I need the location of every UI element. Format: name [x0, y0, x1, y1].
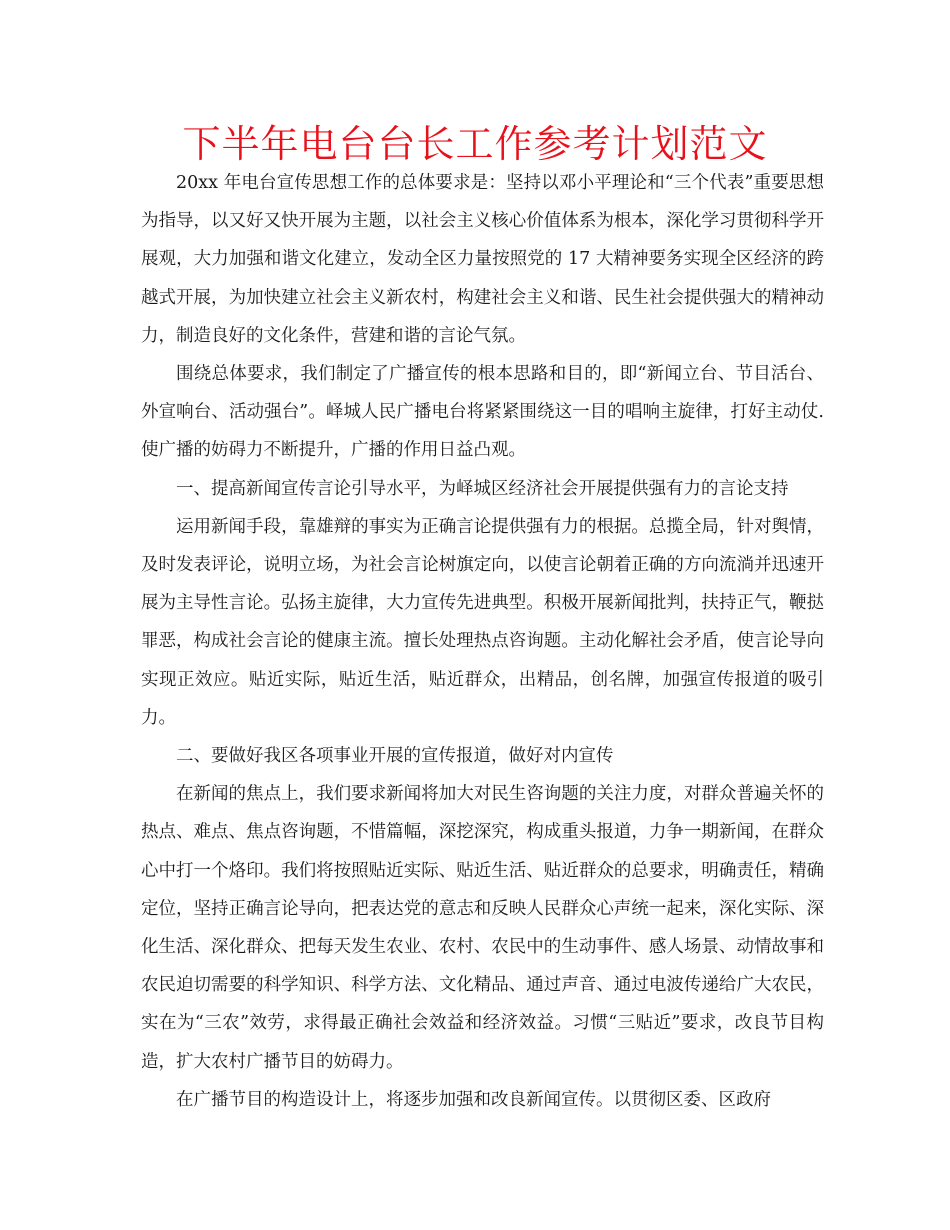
paragraph-basic-ideas: 围绕总体要求，我们制定了广播宣传的根本思路和目的，即“新闻立台、节目活台、外宣响台、活动强台”。峄城人民广播电台将紧紧围绕这一目的唱响主旋律，打好主动仗.使广播的妨碍力不断提升，广播的作用日益凸观。 — [141, 364, 824, 461]
section-heading-1: 一、提高新闻宣传言论引导水平，为峄城区经济社会开展提供强有力的言论支持 — [176, 478, 789, 499]
paragraph-program-structure: 在广播节目的构造设计上，将逐步加强和改良新闻宣传。以贯彻区委、区政府 — [176, 1089, 771, 1110]
paragraph-news-focus: 在新闻的焦点上，我们要求新闻将加大对民生咨询题的关注力度，对群众普遍关怀的热点、难点、焦点咨询题，不惜篇幅，深挖深究，构成重头报道，力争一期新闻，在群众心中打一个烙印。我们将按照贴近实际、贴近生活、贴近群众的总要求，明确责任，精确定位，坚持正确言论导向，把表达党的意志和反映人民群众心声统一起来，深化实际、深化生活、深化群众、把每天发生农业、农村、农民中的生动事件、感人场景、动情故事和农民迫切需要的科学知识、科学方法、文化精品、通过声音、通过电波传递给广大农民，实在为“三农”效劳，求得最正确社会效益和经济效益。习惯“三贴近”要求，改良节目构造，扩大农村广播节目的妨碍力。 — [141, 784, 824, 1072]
paragraph-news-means: 运用新闻手段，靠雄辩的事实为正确言论提供强有力的根据。总揽全局，针对舆情，及时发表评论，说明立场，为社会言论树旗定向，以使言论朝着正确的方向流淌并迅速开展为主导性言论。弘扬主旋律，大力宣传先进典型。积极开展新闻批判，扶持正气，鞭挞罪恶，构成社会言论的健康主流。擅长处理热点咨询题。主动化解社会矛盾，使言论导向实现正效应。贴近实际，贴近生活，贴近群众，出精品，创名牌，加强宣传报道的吸引力。 — [141, 516, 824, 728]
document-body — [141, 164, 824, 1119]
document-title: 下半年电台台长工作参考计划范文 — [182, 122, 768, 166]
paragraph-overall-requirements: 20xx 年电台宣传思想工作的总体要求是：坚持以邓小平理论和“三个代表”重要思想为指导，以又好又快开展为主题，以社会主义核心价值体系为根本，深化学习贯彻科学开展观，大力加强和谐文化建立，发动全区力量按照党的 17 大精神要务实现全区经济的跨越式开展，为加快建立社会主义新农村，构建社会主义和谐、民生社会提供强大的精神动力，制造良好的文化条件，营建和谐的言论气氛。 — [141, 173, 824, 346]
section-heading-2: 二、要做好我区各项事业开展的宣传报道，做好对内宣传 — [176, 746, 614, 767]
